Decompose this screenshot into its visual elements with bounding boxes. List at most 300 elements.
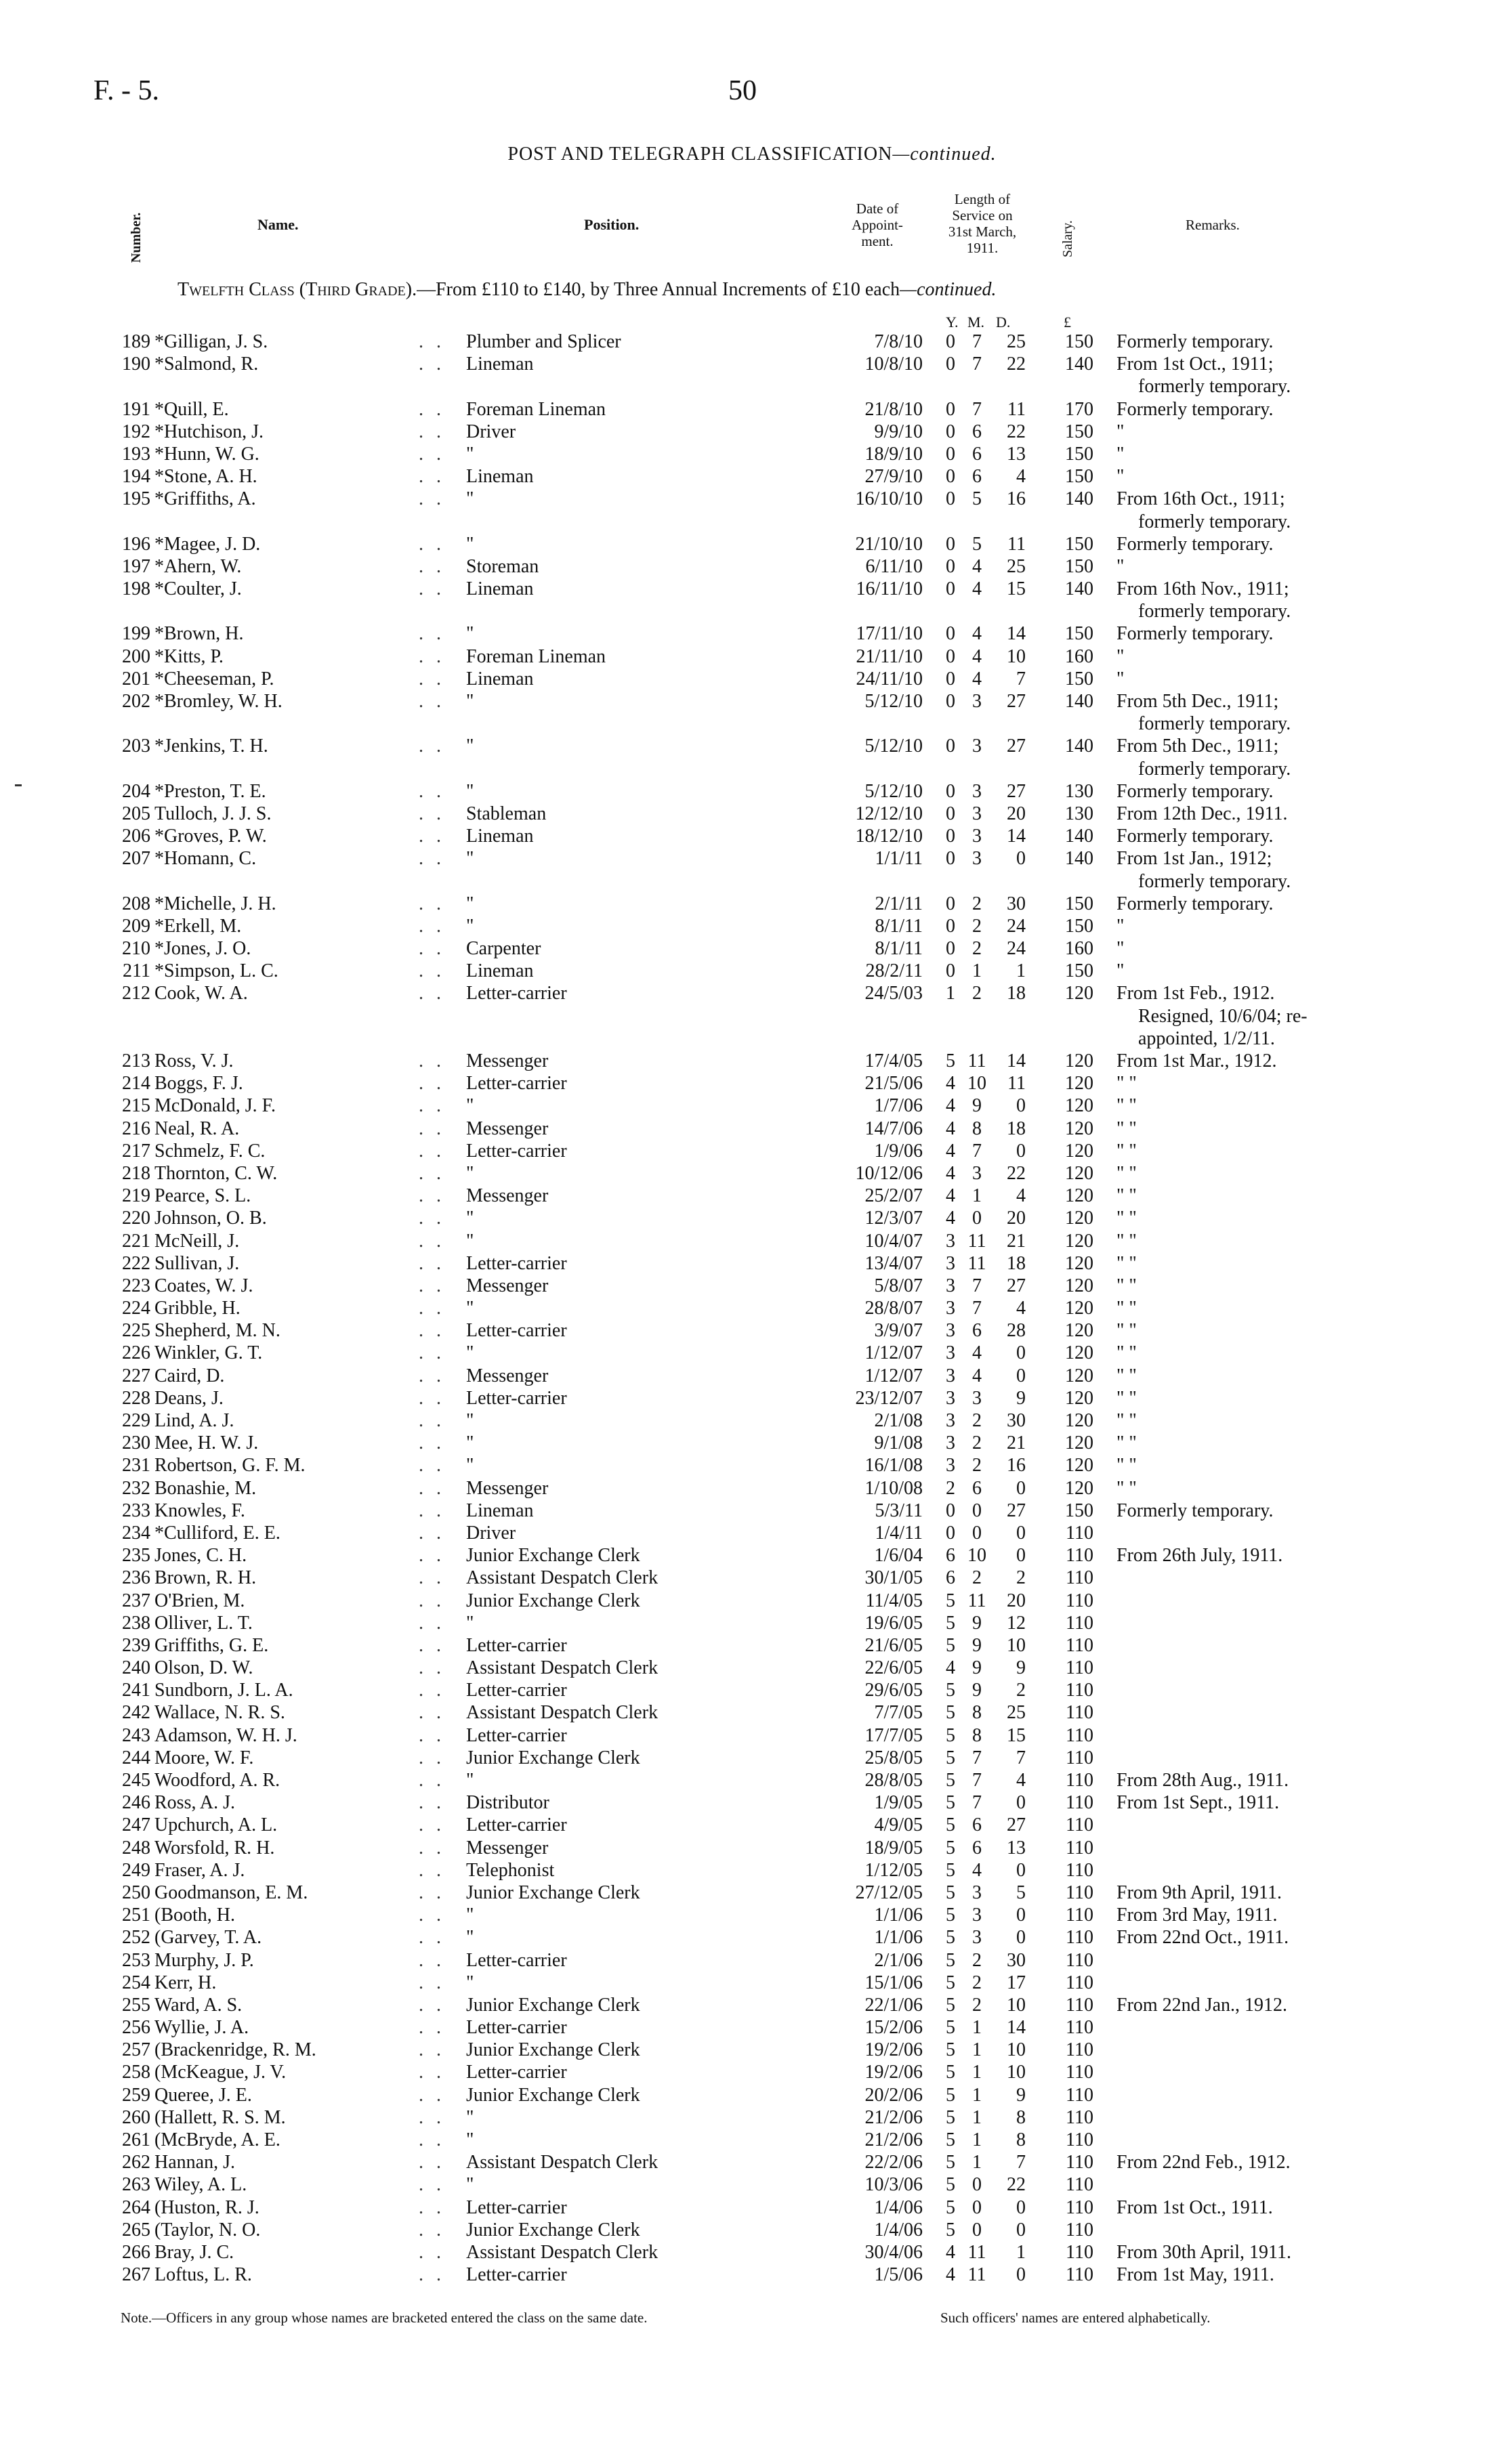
row-number: 197 <box>122 555 150 577</box>
row-date: 7/7/05 <box>874 1702 923 1724</box>
row-salary: 150 <box>1065 915 1093 937</box>
row-remarks: From 5th Dec., 1911; <box>1116 736 1279 757</box>
row-number: 210 <box>122 938 150 960</box>
row-number: 205 <box>122 803 150 824</box>
row-date: 6/11/10 <box>865 555 923 577</box>
row-days: 11 <box>1007 398 1026 420</box>
row-salary: 110 <box>1066 1612 1093 1634</box>
row-name: (Booth, H. <box>154 1905 235 1926</box>
table-row <box>0 1275 1504 1297</box>
row-salary: 140 <box>1065 848 1093 870</box>
row-salary: 120 <box>1065 1050 1093 1071</box>
row-name: Cook, W. A. <box>154 983 248 1004</box>
table-row <box>0 1095 1504 1117</box>
row-number: 195 <box>122 488 150 510</box>
table-row <box>0 1814 1504 1836</box>
row-date: 3/9/07 <box>874 1320 923 1342</box>
row-position: Letter-carrier <box>466 1949 567 1971</box>
leader-dots: . . <box>419 1702 445 1724</box>
row-years: 3 <box>946 1275 955 1296</box>
row-years: 3 <box>946 1252 955 1274</box>
row-position: Assistant Despatch Clerk <box>466 2241 659 2263</box>
table-row <box>0 1859 1504 1882</box>
row-remarks: " " <box>1116 1410 1137 1431</box>
row-date: 14/7/06 <box>864 1118 923 1139</box>
row-position: " <box>466 2129 474 2150</box>
table-row <box>0 1904 1504 1926</box>
row-position: " <box>466 1612 474 1634</box>
row-days: 15 <box>1007 578 1026 600</box>
row-number: 262 <box>122 2152 150 2173</box>
leader-dots: . . <box>419 623 445 645</box>
row-days: 28 <box>1007 1320 1026 1342</box>
leader-dots: . . <box>419 354 445 375</box>
row-months: 7 <box>972 1792 982 1814</box>
row-remarks: Formerly temporary. <box>1116 826 1274 847</box>
leader-dots: . . <box>419 1837 445 1858</box>
row-name: Loftus, L. R. <box>154 2264 252 2286</box>
table-row <box>0 1567 1504 1589</box>
row-date: 21/8/10 <box>864 398 923 420</box>
table-row <box>0 2039 1504 2061</box>
row-number: 237 <box>122 1590 150 1611</box>
row-years: 0 <box>946 398 955 420</box>
row-days: 0 <box>1016 848 1026 870</box>
row-months: 4 <box>972 623 982 645</box>
row-remarks: Formerly temporary. <box>1116 533 1274 555</box>
row-days: 7 <box>1016 668 1026 689</box>
row-salary: 110 <box>1066 1747 1093 1768</box>
row-months: 4 <box>972 1365 982 1386</box>
row-months: 11 <box>967 2264 986 2286</box>
row-name: (Huston, R. J. <box>154 2196 259 2218</box>
row-remarks: " " <box>1116 1185 1137 1207</box>
row-days: 27 <box>1007 1500 1026 1521</box>
row-date: 19/2/06 <box>864 2062 923 2083</box>
row-years: 0 <box>946 938 955 960</box>
row-number: 243 <box>122 1724 150 1746</box>
row-salary: 120 <box>1065 1162 1093 1184</box>
row-name: *Groves, P. W. <box>154 826 267 847</box>
table-row <box>0 847 1504 870</box>
row-salary: 140 <box>1065 736 1093 757</box>
row-date: 27/12/05 <box>855 1882 923 1903</box>
row-months: 1 <box>972 2152 982 2173</box>
row-remarks: formerly temporary. <box>1138 601 1291 622</box>
leader-dots: . . <box>419 1994 445 2016</box>
row-remarks: " " <box>1116 1432 1137 1454</box>
row-date: 20/2/06 <box>864 2084 923 2106</box>
leader-dots: . . <box>419 1927 445 1949</box>
row-number: 229 <box>122 1410 150 1431</box>
row-remarks: " <box>1116 443 1125 465</box>
row-name: Griffiths, G. E. <box>154 1634 269 1656</box>
row-position: " <box>466 1208 474 1229</box>
row-date: 22/1/06 <box>864 1994 923 2016</box>
row-position: Junior Exchange Clerk <box>466 1994 640 2016</box>
row-months: 7 <box>972 1770 982 1791</box>
row-date: 2/1/08 <box>874 1410 923 1431</box>
row-remarks: " <box>1116 421 1125 442</box>
row-date: 29/6/05 <box>864 1680 923 1701</box>
leader-dots: . . <box>419 1545 445 1567</box>
table-row <box>0 555 1504 578</box>
row-salary: 110 <box>1066 1814 1093 1836</box>
row-position: Lineman <box>466 826 534 847</box>
row-date: 5/12/10 <box>864 691 923 712</box>
row-months: 3 <box>972 736 982 757</box>
table-row <box>0 2106 1504 2129</box>
row-years: 3 <box>946 1410 955 1431</box>
row-remarks: Formerly temporary. <box>1116 331 1274 352</box>
row-number: 228 <box>122 1387 150 1409</box>
section-class: Twelfth Class (Third Grade). <box>177 279 417 300</box>
table-row <box>0 1612 1504 1634</box>
row-days: 21 <box>1007 1432 1026 1454</box>
row-name: *Stone, A. H. <box>154 466 257 488</box>
table-row <box>0 758 1504 780</box>
row-name: Mee, H. W. J. <box>154 1432 259 1454</box>
row-number: 191 <box>122 398 150 420</box>
row-remarks: " " <box>1116 1477 1137 1499</box>
row-number: 214 <box>122 1073 150 1095</box>
row-months: 2 <box>972 1410 982 1431</box>
row-name: Coates, W. J. <box>154 1275 253 1296</box>
row-salary: 110 <box>1066 1522 1093 1544</box>
row-number: 259 <box>122 2084 150 2106</box>
row-position: " <box>466 443 474 465</box>
row-years: 0 <box>946 555 955 577</box>
row-name: (Brackenridge, R. M. <box>154 2039 316 2061</box>
row-months: 1 <box>972 1185 982 1207</box>
row-date: 1/9/06 <box>874 1140 923 1162</box>
row-date: 1/4/11 <box>875 1522 923 1544</box>
row-number: 199 <box>122 623 150 645</box>
row-years: 5 <box>946 1814 955 1836</box>
row-salary: 120 <box>1065 1275 1093 1296</box>
row-name: *Preston, T. E. <box>154 780 266 802</box>
row-name: (McKeague, J. V. <box>154 2062 287 2083</box>
row-days: 22 <box>1007 1162 1026 1184</box>
row-position: Letter-carrier <box>466 1387 567 1409</box>
row-months: 1 <box>972 2017 982 2039</box>
row-position: Foreman Lineman <box>466 398 606 420</box>
row-years: 4 <box>946 2264 955 2286</box>
row-months: 1 <box>972 2084 982 2106</box>
title-main: POST AND TELEGRAPH CLASSIFICATION <box>507 144 893 165</box>
row-position: " <box>466 893 474 914</box>
row-years: 5 <box>946 2174 955 2196</box>
row-position: " <box>466 1927 474 1949</box>
table-row <box>0 1701 1504 1724</box>
table-row <box>0 443 1504 465</box>
table-row <box>0 1072 1504 1095</box>
row-years: 5 <box>946 2129 955 2150</box>
row-years: 3 <box>946 1298 955 1319</box>
row-days: 21 <box>1007 1230 1026 1252</box>
table-row <box>0 960 1504 982</box>
row-months: 11 <box>967 2241 986 2263</box>
row-date: 30/1/05 <box>864 1567 923 1589</box>
leader-dots: . . <box>419 555 445 577</box>
row-days: 27 <box>1007 736 1026 757</box>
row-position: Letter-carrier <box>466 1140 567 1162</box>
table-row <box>0 622 1504 645</box>
row-name: Goodmanson, E. M. <box>154 1882 308 1903</box>
table-row <box>0 780 1504 803</box>
row-number: 261 <box>122 2129 150 2150</box>
row-months: 3 <box>972 848 982 870</box>
leader-dots: . . <box>419 736 445 757</box>
row-position: " <box>466 533 474 555</box>
row-months: 2 <box>972 1567 982 1589</box>
row-months: 11 <box>967 1252 986 1274</box>
row-months: 7 <box>972 1747 982 1768</box>
row-years: 4 <box>946 1140 955 1162</box>
row-months: 8 <box>972 1702 982 1724</box>
row-position: " <box>466 1095 474 1117</box>
row-number: 241 <box>122 1680 150 1701</box>
leader-dots: . . <box>419 1432 445 1454</box>
row-name: Worsfold, R. H. <box>154 1837 275 1858</box>
row-salary: 110 <box>1066 2264 1093 2286</box>
row-number: 257 <box>122 2039 150 2061</box>
row-date: 17/11/10 <box>856 623 923 645</box>
row-remarks: From 30th April, 1911. <box>1116 2241 1291 2263</box>
row-months: 11 <box>967 1590 986 1611</box>
row-days: 15 <box>1007 1724 1026 1746</box>
row-months: 4 <box>972 668 982 689</box>
row-position: Letter-carrier <box>466 2264 567 2286</box>
row-salary: 110 <box>1066 1770 1093 1791</box>
leader-dots: . . <box>419 1567 445 1589</box>
row-months: 2 <box>972 1994 982 2016</box>
row-date: 9/1/08 <box>874 1432 923 1454</box>
row-remarks: " " <box>1116 1275 1137 1296</box>
row-date: 1/7/06 <box>874 1095 923 1117</box>
leader-dots: . . <box>419 960 445 982</box>
column-header-remarks: Remarks. <box>1186 217 1240 233</box>
row-position: " <box>466 488 474 510</box>
row-salary: 150 <box>1065 623 1093 645</box>
row-years: 4 <box>946 1073 955 1095</box>
table-row <box>0 375 1504 398</box>
row-years: 5 <box>946 1702 955 1724</box>
row-name: Kerr, H. <box>154 1972 217 1993</box>
leader-dots: . . <box>419 938 445 960</box>
row-date: 21/6/05 <box>864 1634 923 1656</box>
row-salary: 150 <box>1065 466 1093 488</box>
leader-dots: . . <box>419 1410 445 1431</box>
row-number: 250 <box>122 1882 150 1903</box>
row-salary: 110 <box>1066 1949 1093 1971</box>
unit-days: D. <box>996 314 1011 331</box>
row-years: 5 <box>946 1882 955 1903</box>
page-title <box>0 144 1504 165</box>
row-name: *Salmond, R. <box>154 354 259 375</box>
row-name: (Hallett, R. S. M. <box>154 2106 286 2128</box>
row-date: 25/2/07 <box>864 1185 923 1207</box>
row-years: 3 <box>946 1320 955 1342</box>
row-number: 236 <box>122 1567 150 1589</box>
leader-dots: . . <box>419 1724 445 1746</box>
row-days: 27 <box>1007 1814 1026 1836</box>
leader-dots: . . <box>419 780 445 802</box>
table-row <box>0 2016 1504 2039</box>
row-position: Junior Exchange Clerk <box>466 1545 640 1567</box>
row-days: 0 <box>1016 1365 1026 1386</box>
row-name: Ross, V. J. <box>154 1050 234 1071</box>
row-days: 2 <box>1016 1567 1026 1589</box>
row-position: " <box>466 2174 474 2196</box>
row-years: 3 <box>946 1432 955 1454</box>
row-salary: 120 <box>1065 1140 1093 1162</box>
row-name: Murphy, J. P. <box>154 1949 254 1971</box>
row-months: 4 <box>972 1342 982 1364</box>
leader-dots: . . <box>419 1320 445 1342</box>
table-row <box>0 2219 1504 2241</box>
leader-dots: . . <box>419 1162 445 1184</box>
page-number: 50 <box>728 75 757 106</box>
row-years: 4 <box>946 1208 955 1229</box>
leader-dots: . . <box>419 466 445 488</box>
leader-dots: . . <box>419 1477 445 1499</box>
row-position: " <box>466 1410 474 1431</box>
row-years: 5 <box>946 1972 955 1993</box>
row-position: " <box>466 691 474 712</box>
leader-dots: . . <box>419 1208 445 1229</box>
row-date: 1/1/11 <box>875 848 923 870</box>
leader-dots: . . <box>419 2264 445 2286</box>
row-date: 1/6/04 <box>874 1545 923 1567</box>
row-date: 19/2/06 <box>864 2039 923 2061</box>
row-salary: 110 <box>1066 1859 1093 1881</box>
row-position: Plumber and Splicer <box>466 331 621 352</box>
table-row <box>0 825 1504 847</box>
row-days: 25 <box>1007 1702 1026 1724</box>
row-months: 9 <box>972 1634 982 1656</box>
row-months: 10 <box>967 1545 986 1567</box>
row-date: 21/2/06 <box>864 2106 923 2128</box>
row-number: 264 <box>122 2196 150 2218</box>
row-remarks: formerly temporary. <box>1138 713 1291 735</box>
leader-dots: . . <box>419 1275 445 1296</box>
row-months: 2 <box>972 1972 982 1993</box>
table-row <box>0 668 1504 690</box>
row-date: 1/10/08 <box>864 1477 923 1499</box>
row-salary: 110 <box>1066 1994 1093 2016</box>
row-remarks: formerly temporary. <box>1138 511 1291 532</box>
row-date: 21/5/06 <box>864 1073 923 1095</box>
leader-dots: . . <box>419 331 445 352</box>
row-days: 1 <box>1016 960 1026 982</box>
row-days: 10 <box>1007 1994 1026 2016</box>
row-remarks: From 1st Oct., 1911; <box>1116 354 1274 375</box>
row-date: 21/11/10 <box>856 645 923 667</box>
leader-dots: . . <box>419 1140 445 1162</box>
row-name: Moore, W. F. <box>154 1747 254 1768</box>
row-days: 27 <box>1007 780 1026 802</box>
row-months: 4 <box>972 1859 982 1881</box>
row-days: 18 <box>1007 1252 1026 1274</box>
row-number: 231 <box>122 1455 150 1477</box>
row-date: 10/3/06 <box>864 2174 923 2196</box>
row-name: *Jenkins, T. H. <box>154 736 268 757</box>
row-months: 5 <box>972 488 982 510</box>
row-position: Messenger <box>466 1837 549 1858</box>
row-salary: 110 <box>1066 1702 1093 1724</box>
row-position: Foreman Lineman <box>466 645 606 667</box>
row-months: 7 <box>972 331 982 352</box>
row-number: 239 <box>122 1634 150 1656</box>
leader-dots: . . <box>419 915 445 937</box>
row-months: 1 <box>972 2129 982 2150</box>
row-years: 5 <box>946 1905 955 1926</box>
row-name: Bonashie, M. <box>154 1477 257 1499</box>
row-days: 0 <box>1016 1905 1026 1926</box>
row-months: 1 <box>972 2039 982 2061</box>
row-salary: 120 <box>1065 1118 1093 1139</box>
row-months: 3 <box>972 1387 982 1409</box>
table-row <box>0 1365 1504 1387</box>
row-position: Messenger <box>466 1477 549 1499</box>
row-remarks: From 1st Mar., 1912. <box>1116 1050 1277 1071</box>
row-remarks: " <box>1116 938 1125 960</box>
table-row <box>0 1297 1504 1319</box>
row-days: 14 <box>1007 623 1026 645</box>
row-years: 0 <box>946 691 955 712</box>
column-header-date-line: Appoint- <box>852 217 903 233</box>
row-salary: 150 <box>1065 331 1093 352</box>
row-years: 0 <box>946 578 955 600</box>
table-row <box>0 398 1504 421</box>
leader-dots: . . <box>419 1455 445 1477</box>
leader-dots: . . <box>419 2196 445 2218</box>
row-days: 11 <box>1007 533 1026 555</box>
row-name: Ross, A. J. <box>154 1792 236 1814</box>
row-salary: 140 <box>1065 691 1093 712</box>
row-position: Junior Exchange Clerk <box>466 1590 640 1611</box>
row-years: 0 <box>946 848 955 870</box>
row-number: 263 <box>122 2174 150 2196</box>
row-months: 3 <box>972 826 982 847</box>
row-years: 5 <box>946 1949 955 1971</box>
table-row <box>0 982 1504 1004</box>
row-number: 212 <box>122 983 150 1004</box>
table-row <box>0 1342 1504 1364</box>
table-row <box>0 937 1504 960</box>
row-number: 248 <box>122 1837 150 1858</box>
row-remarks: " <box>1116 466 1125 488</box>
row-days: 0 <box>1016 1342 1026 1364</box>
row-months: 8 <box>972 1118 982 1139</box>
row-date: 23/12/07 <box>855 1387 923 1409</box>
row-months: 4 <box>972 578 982 600</box>
row-salary: 140 <box>1065 354 1093 375</box>
row-name: Robertson, G. F. M. <box>154 1455 306 1477</box>
row-salary: 140 <box>1065 826 1093 847</box>
row-remarks: From 26th July, 1911. <box>1116 1545 1283 1567</box>
row-years: 5 <box>946 1859 955 1881</box>
row-years: 0 <box>946 1522 955 1544</box>
row-remarks: " " <box>1116 1365 1137 1386</box>
table-row <box>0 893 1504 915</box>
leader-dots: . . <box>419 1770 445 1791</box>
row-position: " <box>466 780 474 802</box>
row-months: 0 <box>972 2174 982 2196</box>
row-salary: 120 <box>1065 1320 1093 1342</box>
leader-dots: . . <box>419 893 445 914</box>
